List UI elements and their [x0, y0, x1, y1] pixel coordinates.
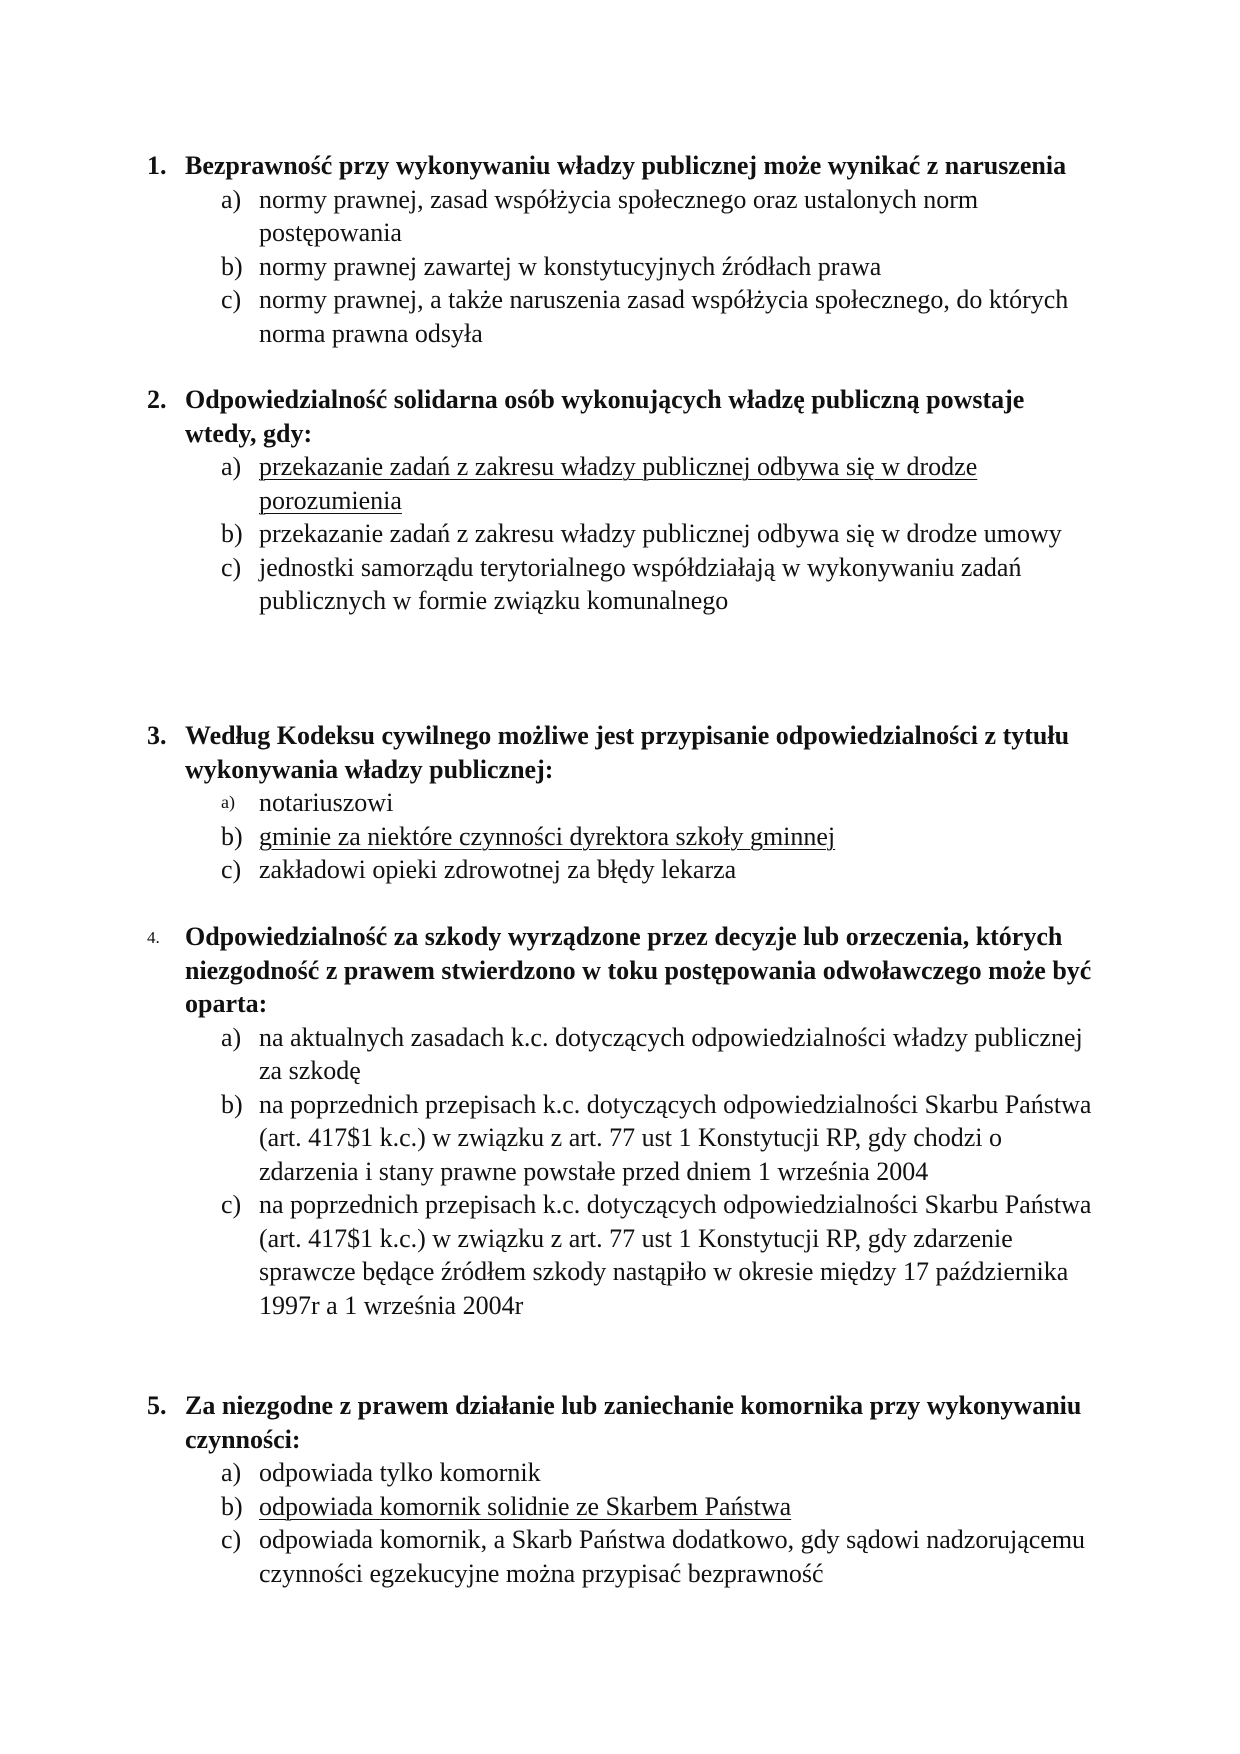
question-heading	[140, 920, 1100, 1021]
answer-text: zakładowi opieki zdrowotnej za błędy lekarza	[259, 855, 737, 884]
question-4	[140, 920, 1100, 1322]
answer-option	[140, 1088, 1100, 1189]
answer-option	[140, 853, 1100, 887]
answer-letter: a)	[221, 184, 242, 214]
answer-option-correct	[140, 820, 1100, 854]
answer-text: notariuszowi	[259, 788, 394, 817]
answer-option-correct	[140, 1490, 1100, 1524]
answer-letter: a)	[221, 1022, 242, 1052]
question-heading	[140, 719, 1100, 786]
answer-option	[140, 250, 1100, 284]
answer-option-correct	[140, 450, 1100, 517]
question-text: Odpowiedzialność za szkody wyrządzone przez decyzje lub orzeczenia, których niezgodność z prawem stwierdzono w toku postępowania odwoławczego może być oparta:	[185, 922, 1092, 1018]
answer-option	[140, 1021, 1100, 1088]
answer-letter: c)	[221, 1525, 242, 1554]
question-number: 5.	[147, 1391, 167, 1420]
question-heading	[140, 1389, 1100, 1456]
answer-letter: b)	[221, 251, 243, 281]
question-number: 4.	[147, 928, 160, 947]
answer-list	[140, 1021, 1100, 1323]
question-text: Odpowiedzialność solidarna osób wykonujących władzę publiczną powstaje wtedy, gdy:	[185, 385, 1025, 448]
answer-text: odpowiada tylko komornik	[259, 1458, 541, 1487]
answer-text: jednostki samorządu terytorialnego współdziałają w wykonywaniu zadań publicznych w formie związku komunalnego	[259, 552, 1022, 615]
answer-letter: c)	[221, 1190, 242, 1219]
question-text: Za niezgodne z prawem działanie lub zaniechanie komornika przy wykonywaniu czynności:	[185, 1391, 1082, 1454]
question-heading	[140, 383, 1100, 450]
answer-list	[140, 450, 1100, 618]
answer-letter: c)	[221, 552, 242, 582]
answer-text: na poprzednich przepisach k.c. dotyczących odpowiedzialności Skarbu Państwa (art. 417$1 k.c.) w związku z art. 77 ust 1 Konstytucji RP, gdy chodzi o zdarzenia i stany prawne powstałe przed dniem 1 września 2004	[259, 1089, 1092, 1186]
question-text: Bezprawność przy wykonywaniu władzy publicznej może wynikać z naruszenia	[185, 151, 1067, 180]
answer-letter: a)	[221, 452, 242, 481]
answer-option	[140, 786, 1100, 820]
question-heading	[140, 149, 1100, 183]
answer-text-underlined: gminie za niektóre czynności dyrektora szkoły gminnej	[259, 821, 836, 851]
answer-letter: b)	[221, 1491, 243, 1521]
answer-option	[140, 1523, 1100, 1590]
answer-option	[140, 283, 1100, 350]
question-5	[140, 1389, 1100, 1590]
answer-text: przekazanie zadań z zakresu władzy publicznej odbywa się w drodze umowy	[259, 519, 1062, 548]
answer-letter: b)	[221, 1089, 243, 1119]
answer-text: normy prawnej zawartej w konstytucyjnych źródłach prawa	[259, 251, 882, 281]
answer-text-underlined: odpowiada komornik solidnie ze Skarbem Państwa	[259, 1491, 792, 1521]
answer-option	[140, 1188, 1100, 1322]
question-number: 1.	[147, 151, 167, 180]
question-number: 3.	[147, 721, 167, 750]
answer-letter: c)	[221, 285, 242, 314]
question-number: 2.	[147, 385, 167, 414]
answer-letter: c)	[221, 855, 242, 884]
question-3	[140, 719, 1100, 887]
answer-letter: b)	[221, 821, 243, 851]
answer-list	[140, 786, 1100, 887]
answer-text: normy prawnej, a także naruszenia zasad współżycia społecznego, do których norma prawna odsyła	[259, 285, 1069, 348]
answer-letter: a)	[221, 1458, 242, 1487]
answer-letter: b)	[221, 519, 243, 548]
answer-text: normy prawnej, zasad współżycia społecznego oraz ustalonych norm postępowania	[259, 184, 979, 247]
answer-list	[140, 183, 1100, 351]
answer-list	[140, 1456, 1100, 1590]
answer-option	[140, 551, 1100, 618]
answer-text: na poprzednich przepisach k.c. dotyczących odpowiedzialności Skarbu Państwa (art. 417$1 k.c.) w związku z art. 77 ust 1 Konstytucji RP, gdy zdarzenie sprawcze będące źródłem szkody nastąpiło w okresie między 17 października 1997r a 1 września 2004r	[259, 1190, 1092, 1320]
answer-letter: a)	[221, 792, 235, 812]
question-1	[140, 149, 1100, 350]
question-2	[140, 383, 1100, 618]
answer-text: na aktualnych zasadach k.c. dotyczących odpowiedzialności władzy publicznej za szkodę	[259, 1022, 1083, 1085]
answer-text-underlined: przekazanie zadań z zakresu władzy publicznej odbywa się w drodze porozumienia	[259, 452, 978, 515]
answer-option	[140, 183, 1100, 250]
answer-option	[140, 1456, 1100, 1490]
question-text: Według Kodeksu cywilnego możliwe jest przypisanie odpowiedzialności z tytułu wykonywania władzy publicznej:	[185, 721, 1070, 784]
answer-option	[140, 517, 1100, 551]
answer-text: odpowiada komornik, a Skarb Państwa dodatkowo, gdy sądowi nadzorującemu czynności egzekucyjne można przypisać bezprawność	[259, 1525, 1086, 1588]
